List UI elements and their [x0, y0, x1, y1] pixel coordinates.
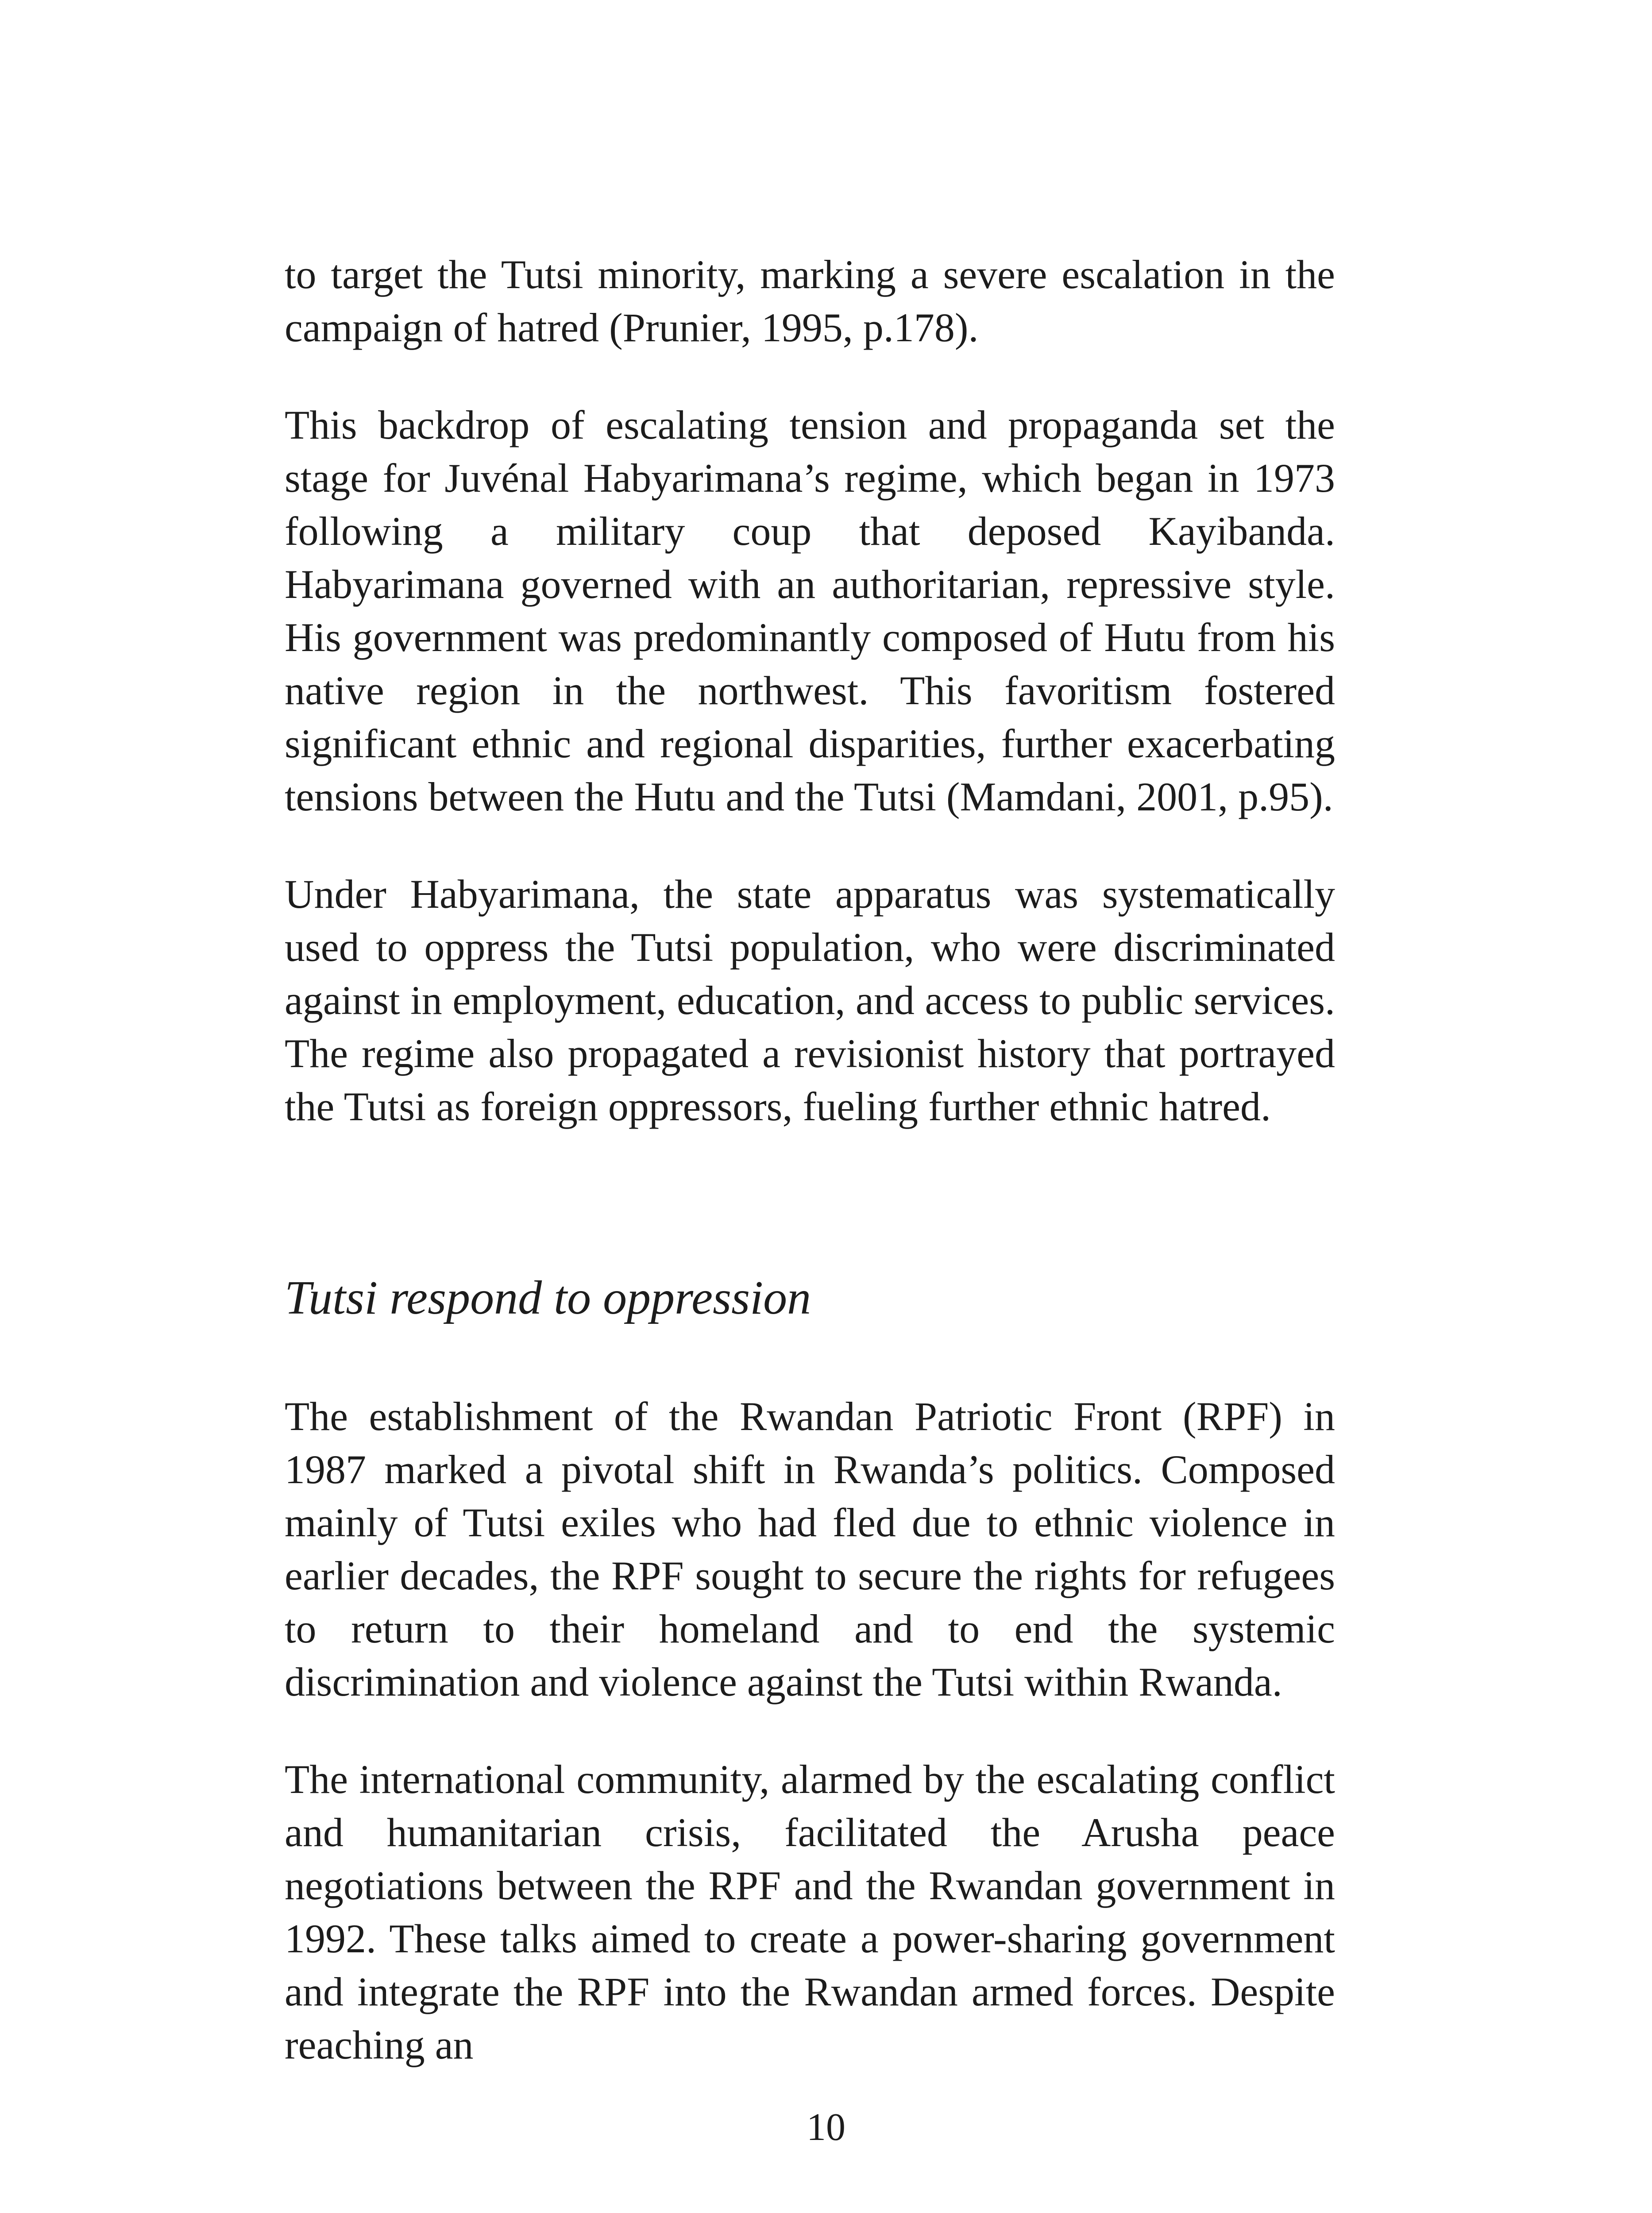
paragraph-state-apparatus: Under Habyarimana, the state apparatus was systematically used to oppress the Tutsi population, who were discriminated against in employment, education, and access to public services. The regime also propagated a revisionist history that portrayed the Tutsi as foreign oppressors, fueling further ethnic hatred.	[285, 871, 1335, 1129]
paragraph-arusha-negotiations: The international community, alarmed by the escalating conflict and humanitarian crisis, facilitated the Arusha peace negotiations between the RPF and the Rwandan government in 1992. These talks aimed to create a power-sharing government and integrate the RPF into the Rwandan armed forces. Despite reaching an	[285, 1757, 1335, 2067]
paragraph-continued: to target the Tutsi minority, marking a severe escalation in the campaign of hatred (Prunier, 1995, p.178).	[285, 252, 1335, 350]
paragraph-rpf-establishment: The establishment of the Rwandan Patriotic Front (RPF) in 1987 marked a pivotal shift in Rwanda’s politics. Composed mainly of Tutsi exiles who had fled due to ethnic violence in earlier decades, the RPF sought to secure the rights for refugees to return to their homeland and to end the systemic discrimination and violence against the Tutsi within Rwanda.	[285, 1394, 1335, 1704]
paragraph-habyarimana-regime: This backdrop of escalating tension and propaganda set the stage for Juvénal Habyarimana’s regime, which began in 1973 following a military coup that deposed Kayibanda. Habyarimana governed with an authoritarian, repressive style. His government was predominantly composed of Hutu from his native region in the northwest. This favoritism fostered significant ethnic and regional disparities, further exacerbating tensions between the Hutu and the Tutsi (Mamdani, 2001, p.95).	[285, 402, 1335, 819]
section-heading: Tutsi respond to oppression	[285, 1272, 811, 1324]
page-number: 10	[807, 2106, 845, 2149]
